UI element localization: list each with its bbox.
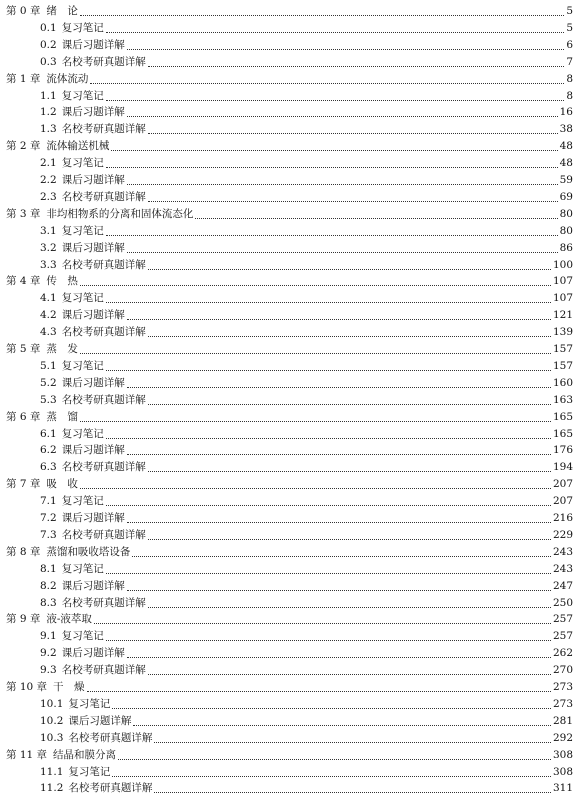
toc-section-row[interactable] [40,222,573,238]
section-title: 复习笔记 [61,359,104,372]
section-number: 1.2 [40,106,57,119]
toc-section-row[interactable] [40,644,573,660]
section-number: 4.3 [40,326,57,339]
section-title: 课后习题详解 [61,444,125,457]
toc-section-row[interactable] [40,425,573,441]
dot-leader [80,285,551,286]
section-title: 课后习题详解 [68,714,132,727]
dot-leader [148,404,551,405]
section-number: 8.2 [40,579,57,592]
dot-leader [148,674,551,675]
chapter-number: 第 9 章 [6,613,41,626]
chapter-number: 第 2 章 [6,140,41,153]
toc-section-row[interactable] [40,306,573,322]
page-number: 157 [552,359,573,372]
dot-leader [80,15,564,16]
dot-leader [148,269,551,270]
section-number: 0.1 [40,21,57,34]
section-title: 名校考研真题详解 [61,258,146,271]
chapter-number: 第 10 章 [6,681,48,693]
dot-leader [133,725,551,726]
section-number: 0.3 [40,55,57,68]
page-number: 257 [552,630,573,643]
dot-leader [148,66,565,67]
dot-leader [87,691,551,692]
dot-leader [127,319,551,320]
dot-leader [106,302,551,303]
section-number: 11.1 [40,765,64,778]
section-title: 复习笔记 [61,427,104,440]
page-number: 308 [552,765,573,778]
dot-leader [127,49,565,50]
section-title: 课后习题详解 [61,376,125,389]
page-number: 163 [552,393,573,406]
section-number: 5.3 [40,393,57,406]
dot-leader [195,218,557,219]
section-number: 5.1 [40,359,57,372]
page-number: 216 [552,512,573,524]
page-number: 273 [552,681,573,693]
toc-section-row[interactable] [40,492,573,508]
dot-leader [154,742,551,743]
dot-leader [148,201,558,202]
section-number: 7.1 [40,495,57,508]
chapter-title: 蒸 发 [46,343,78,355]
chapter-number: 第 7 章 [6,478,41,491]
toc-section-row[interactable] [40,171,573,187]
section-number: 4.1 [40,292,57,305]
page-number: 308 [552,748,573,761]
page-number: 165 [552,410,573,423]
page-number: 207 [552,478,573,491]
section-number: 0.2 [40,38,57,51]
section-title: 名校考研真题详解 [61,393,146,406]
section-title: 复习笔记 [61,21,104,34]
page-number: 165 [552,427,573,440]
page-number: 38 [559,123,573,136]
section-title: 课后习题详解 [61,106,125,119]
dot-leader [148,471,551,472]
section-title: 复习笔记 [61,292,104,305]
toc-chapter-row[interactable] [6,272,573,288]
toc-chapter-row[interactable] [6,475,573,491]
toc-chapter-row[interactable] [6,543,573,559]
dot-leader [106,573,551,574]
page-number: 86 [559,241,573,254]
page-number: 107 [552,292,573,305]
dot-leader [106,167,558,168]
dot-leader [106,505,551,506]
section-number: 9.1 [40,630,57,643]
dot-leader [127,454,551,455]
toc-chapter-row[interactable] [6,678,573,694]
dot-leader [127,252,558,253]
dot-leader [106,640,551,641]
section-title: 复习笔记 [61,224,104,237]
toc-section-row[interactable] [40,763,573,779]
page-number: 121 [552,309,573,322]
toc-section-row[interactable] [40,661,573,677]
chapter-title: 蒸馏和吸收塔设备 [46,545,131,558]
page-number: 5 [566,21,573,34]
page-number: 176 [552,444,573,457]
dot-leader [127,590,551,591]
toc-chapter-row[interactable] [6,205,573,221]
section-number: 1.3 [40,123,57,136]
toc-section-row[interactable] [40,374,573,390]
page-number: 160 [552,376,573,389]
toc-chapter-row[interactable] [6,137,573,153]
section-title: 课后习题详解 [61,512,125,524]
dot-leader [106,438,551,439]
dot-leader [80,488,551,489]
section-number: 2.2 [40,174,57,186]
section-title: 复习笔记 [68,765,111,778]
toc-section-row[interactable] [40,458,573,474]
dot-leader [127,116,558,117]
section-number: 7.3 [40,528,57,541]
section-title: 课后习题详解 [61,579,125,592]
chapter-number: 第 1 章 [6,72,41,85]
toc-section-row[interactable] [40,577,573,593]
toc-section-row[interactable] [40,154,573,170]
toc-chapter-row[interactable] [6,408,573,424]
chapter-number: 第 11 章 [6,748,48,761]
toc-section-row[interactable] [40,103,573,119]
toc-section-row[interactable] [40,36,573,52]
dot-leader [127,657,551,658]
dot-leader [80,353,551,354]
section-number: 3.3 [40,258,57,271]
section-number: 3.2 [40,241,57,254]
section-title: 名校考研真题详解 [61,664,146,677]
section-number: 2.3 [40,190,57,203]
dot-leader [112,708,551,709]
section-title: 名校考研真题详解 [61,123,146,136]
section-title: 复习笔记 [61,89,104,102]
dot-leader [148,133,558,134]
dot-leader [111,150,557,151]
chapter-title: 蒸 馏 [46,410,78,423]
chapter-title: 绪 论 [46,5,78,17]
toc-section-row[interactable] [40,509,573,525]
dot-leader [127,184,558,185]
toc-section-row[interactable] [40,289,573,305]
toc-section-row[interactable] [40,712,573,728]
page-number: 229 [552,528,573,541]
section-title: 复习笔记 [61,157,104,170]
page-number: 257 [552,613,573,626]
toc-chapter-row[interactable] [6,340,573,356]
dot-leader [148,336,551,337]
dot-leader [106,32,565,33]
dot-leader [90,83,564,84]
chapter-title: 干 燥 [53,681,85,693]
chapter-number: 第 0 章 [6,5,41,17]
chapter-number: 第 3 章 [6,207,41,220]
page-number: 207 [552,495,573,508]
section-number: 8.3 [40,596,57,609]
chapter-title: 液-液萃取 [46,613,92,626]
page-number: 243 [552,545,573,558]
section-title: 复习笔记 [61,562,104,575]
page-number: 16 [559,106,573,119]
chapter-title: 吸 收 [46,478,78,491]
dot-leader [132,556,551,557]
page-number: 243 [552,562,573,575]
toc-section-row[interactable] [40,323,573,339]
toc-section-row[interactable] [40,594,573,610]
toc-chapter-row[interactable] [6,70,573,86]
chapter-title: 传 热 [46,275,78,288]
page-number: 107 [552,275,573,288]
dot-leader [80,421,551,422]
chapter-title: 结晶和膜分离 [53,748,117,761]
section-title: 名校考研真题详解 [68,731,153,744]
page-number: 80 [559,207,573,220]
toc-section-row[interactable] [40,120,573,136]
dot-leader [127,387,551,388]
page-number: 8 [566,72,573,85]
toc-section-row[interactable] [40,239,573,255]
page-number: 194 [552,461,573,474]
page-number: 48 [559,157,573,170]
toc-section-row[interactable] [40,779,573,795]
section-number: 6.1 [40,427,57,440]
toc-section-row[interactable] [40,188,573,204]
toc-section-row[interactable] [40,87,573,103]
page-number: 157 [552,343,573,355]
page-number: 5 [566,5,573,17]
section-title: 复习笔记 [61,630,104,643]
dot-leader [106,100,565,101]
section-title: 名校考研真题详解 [61,55,146,68]
chapter-number: 第 5 章 [6,343,41,355]
section-title: 复习笔记 [68,697,111,710]
toc-chapter-row[interactable] [6,610,573,626]
section-title: 课后习题详解 [61,174,125,186]
section-number: 6.2 [40,444,57,457]
toc-section-row[interactable] [40,391,573,407]
chapter-number: 第 6 章 [6,410,41,423]
chapter-number: 第 4 章 [6,275,41,288]
section-title: 名校考研真题详解 [61,461,146,474]
section-number: 11.2 [40,782,64,795]
section-number: 1.1 [40,89,57,102]
chapter-title: 流体输送机械 [46,140,110,153]
page-number: 270 [552,664,573,677]
page-number: 100 [552,258,573,271]
toc-section-row[interactable] [40,627,573,643]
section-number: 10.3 [40,731,64,744]
chapter-title: 流体流动 [46,72,89,85]
section-number: 4.2 [40,309,57,322]
toc-section-row[interactable] [40,53,573,69]
section-title: 名校考研真题详解 [61,190,146,203]
section-title: 复习笔记 [61,495,104,508]
toc-section-row[interactable] [40,526,573,542]
dot-leader [154,792,551,793]
section-title: 名校考研真题详解 [61,326,146,339]
section-title: 名校考研真题详解 [61,596,146,609]
dot-leader [118,759,551,760]
dot-leader [106,370,551,371]
dot-leader [106,235,558,236]
page-number: 59 [559,174,573,186]
toc-section-row[interactable] [40,560,573,576]
section-number: 10.2 [40,714,64,727]
section-number: 10.1 [40,697,64,710]
page-number: 273 [552,697,573,710]
page-number: 8 [566,89,573,102]
page-number: 48 [559,140,573,153]
page-number: 250 [552,596,573,609]
toc-section-row[interactable] [40,19,573,35]
dot-leader [127,522,551,523]
toc-section-row[interactable] [40,441,573,457]
page-number: 7 [566,55,573,68]
section-title: 名校考研真题详解 [61,528,146,541]
toc-section-row[interactable] [40,695,573,711]
section-number: 8.1 [40,562,57,575]
dot-leader [148,539,551,540]
chapter-number: 第 8 章 [6,545,41,558]
section-number: 2.1 [40,157,57,170]
section-number: 6.3 [40,461,57,474]
chapter-title: 非均相物系的分离和固体流态化 [46,207,194,220]
page-number: 311 [552,782,573,795]
toc-chapter-row[interactable] [6,2,573,18]
page-number: 80 [559,224,573,237]
section-title: 课后习题详解 [61,309,125,322]
toc-section-row[interactable] [40,729,573,745]
toc-section-row[interactable] [40,357,573,373]
page-number: 292 [552,731,573,744]
dot-leader [94,623,551,624]
page-number: 139 [552,326,573,339]
page-number: 281 [552,714,573,727]
section-number: 3.1 [40,224,57,237]
section-number: 9.2 [40,647,57,660]
dot-leader [112,776,551,777]
dot-leader [148,607,551,608]
toc-chapter-row[interactable] [6,746,573,762]
section-title: 课后习题详解 [61,647,125,660]
section-number: 7.2 [40,512,57,524]
section-number: 9.3 [40,664,57,677]
page-number: 6 [566,38,573,51]
toc-section-row[interactable] [40,256,573,272]
page-number: 69 [559,190,573,203]
page-number: 247 [552,579,573,592]
section-title: 课后习题详解 [61,241,125,254]
section-title: 名校考研真题详解 [68,782,153,795]
section-number: 5.2 [40,376,57,389]
section-title: 课后习题详解 [61,38,125,51]
page-number: 262 [552,647,573,660]
